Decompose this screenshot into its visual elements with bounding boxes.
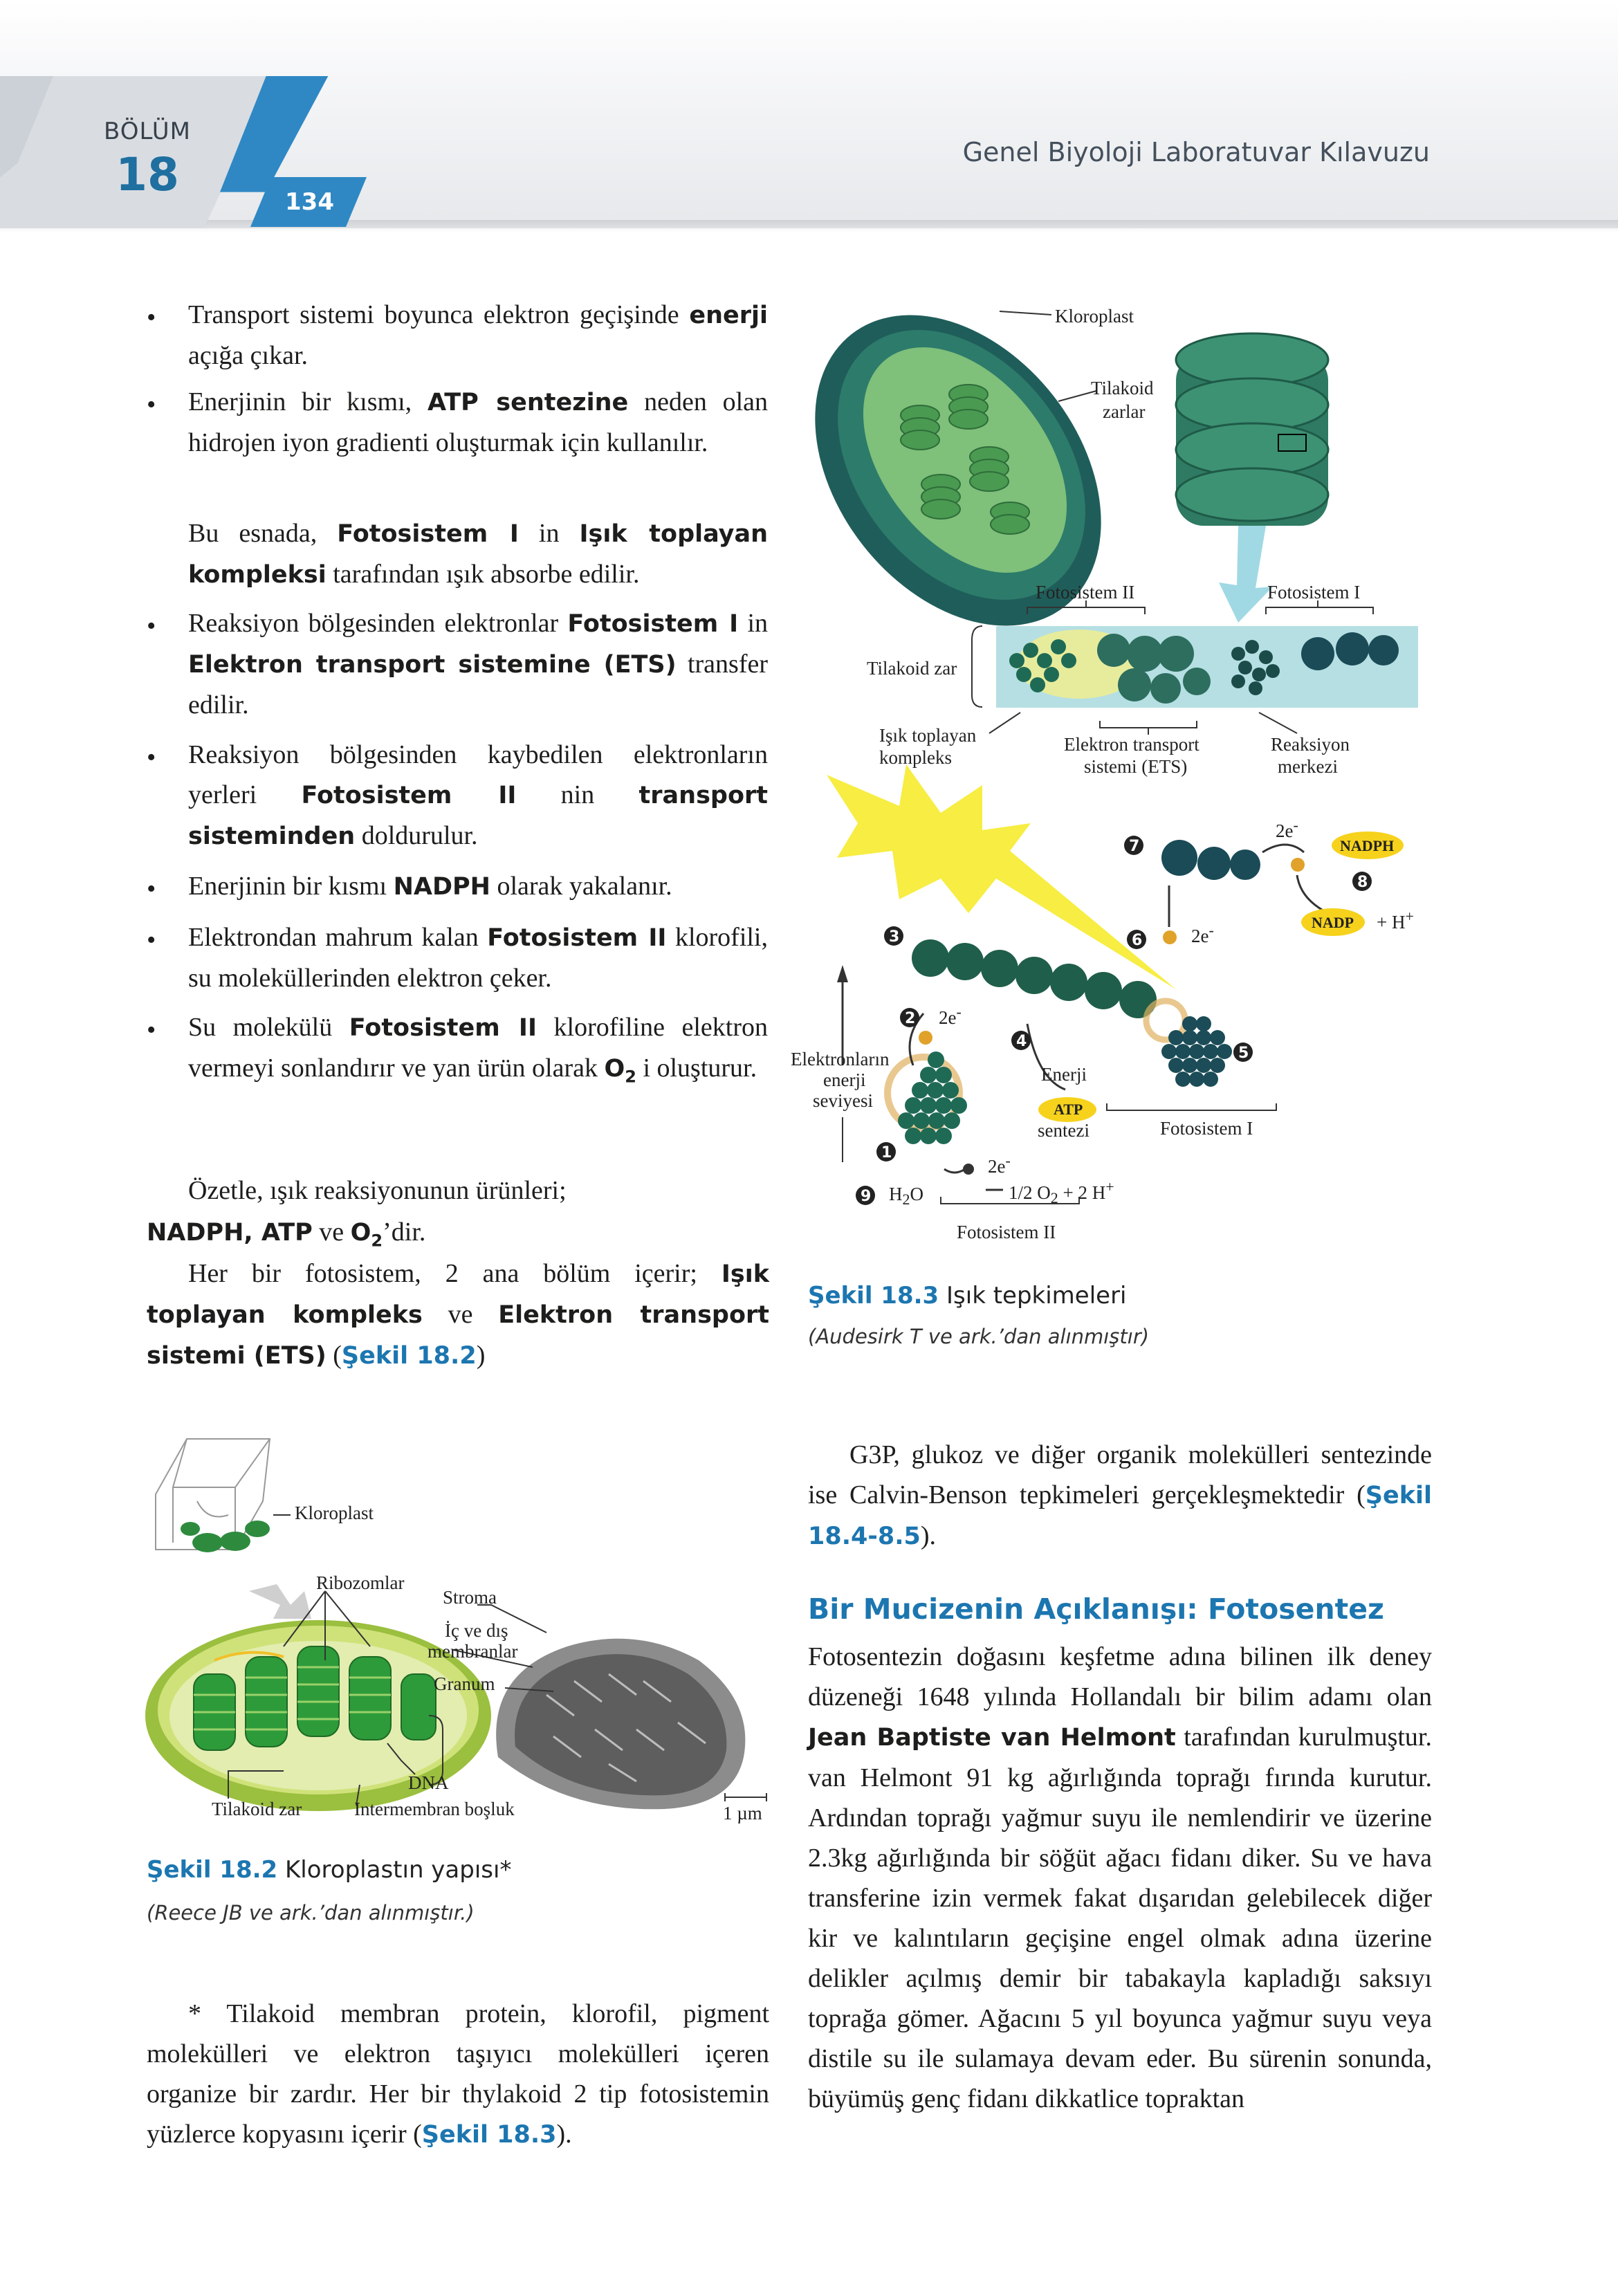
keyword: Fotosistem I — [337, 520, 519, 548]
label-intermembran: Intermembran boşluk — [354, 1799, 515, 1819]
figure-reference-link[interactable]: Şekil 18.4-8.5 — [808, 1482, 1432, 1550]
bullet-dot: • — [147, 926, 156, 955]
caption-text: Işık tepkimeleri — [946, 1282, 1127, 1310]
label-nadp: NADP — [1312, 914, 1354, 931]
keyword: ATP sentezine — [427, 389, 629, 416]
electron-micrograph — [496, 1639, 745, 1810]
label-kompleks: kompleks — [879, 747, 952, 768]
bullet-paragraph — [188, 603, 768, 725]
text: Özetle, ışık reaksiyonunun ürünleri; — [188, 1176, 567, 1205]
text: tarafından kurulmuştur. van Helmont 91 kg ağırlığında toprağı fırında kurutur. Ardından toprağı yağmur suyu ile nemlendirir ve üzerine 2.3kg ağırlığında bir söğüt ağacı fidanı diker. Su ve hava transferine izin vermek fakat dışarıdan gelebilecek diğer kir ve kalıntıların geçişine engel olmak adına üzerine delikler açılmış demir bir tabakayla kapladığı saksıyı toprağa gömer. Ağacını 5 yıl boyunca yağmur suyu veya distile su ile sulamaya devam eder. Bu sürenin sonunda, büyümüş genç fidanı dikkatlice topraktan — [808, 1723, 1432, 2113]
keyword: Jean Baptiste van Helmont — [808, 1724, 1176, 1752]
text: ve — [312, 1218, 351, 1247]
figure-18-3-source: (Audesirk T ve ark.’dan alınmıştır) — [808, 1325, 1150, 1348]
text: doldurulur. — [355, 821, 478, 850]
svg-text:5: 5 — [1238, 1045, 1249, 1062]
svg-text:8: 8 — [1357, 874, 1368, 891]
label-2e: 2e- — [1191, 921, 1214, 946]
electron-dot — [963, 1164, 974, 1175]
label-ic-dis: İç ve dış — [445, 1620, 508, 1641]
subscript: 2 — [625, 1067, 636, 1087]
svg-text:4: 4 — [1016, 1033, 1027, 1050]
label-fotosistem-ii: Fotosistem II — [1036, 582, 1135, 603]
label-zarlar: zarlar — [1103, 401, 1146, 422]
thylakoid-membrane-strip — [996, 626, 1418, 708]
text: ’dir. — [383, 1218, 426, 1247]
text: klorofiline elektron vermeyi sonlandırır ve yan ürün olarak — [188, 1013, 768, 1083]
bullet-paragraph — [188, 295, 768, 376]
label-granum: Granum — [434, 1673, 495, 1694]
text: * Tilakoid membran protein, klorofil, pigment molekülleri ve elektron taşıyıcı molekülleri içeren organize bir zardır. Her bir thylakoid 2 tip fotosistemin yüzlerce kopyasını içerir ( — [147, 1999, 769, 2149]
text: Enerjinin bir kısmı — [188, 872, 394, 901]
label-scale-bar: 1 µm — [723, 1803, 762, 1824]
summary-line — [188, 1170, 768, 1211]
bullet-paragraph — [188, 1007, 768, 1097]
caption-text: Kloroplastın yapısı* — [285, 1856, 512, 1884]
keyword: Fotosistem II — [301, 782, 517, 809]
paragraph — [188, 513, 768, 595]
keyword: Işık toplayan kompleks — [147, 1260, 769, 1329]
text: açığa çıkar. — [188, 341, 309, 370]
svg-text:1: 1 — [881, 1144, 892, 1161]
summary-paragraph — [147, 1253, 769, 1376]
page-number: 134 — [285, 188, 334, 216]
label-stroma: Stroma — [443, 1587, 497, 1608]
text: G3P, glukoz ve diğer organik molekülleri sentezinde ise Calvin-Benson tepkimeleri gerçekleşmektedir ( — [808, 1440, 1432, 1509]
keyword: Fotosistem I — [567, 610, 739, 638]
text: ). — [920, 1521, 937, 1550]
keyword: Fotosistem II — [349, 1014, 537, 1042]
figure-reference-link[interactable]: Şekil 18.3 — [421, 2121, 557, 2149]
keyword: O — [604, 1055, 625, 1083]
svg-text:2: 2 — [905, 1010, 916, 1027]
label-2e: 2e- — [988, 1152, 1011, 1177]
label-tilakoid: Tilakoid — [1091, 378, 1154, 398]
book-title: Genel Biyoloji Laboratuvar Kılavuzu — [962, 137, 1430, 167]
label-sistemi-ets: sistemi (ETS) — [1084, 756, 1188, 777]
chloroplast-illustration — [782, 291, 1160, 681]
label-enerji: enerji — [823, 1069, 866, 1090]
label-elektron-transport: Elektron transport — [1064, 734, 1199, 755]
figure-18-2-chloroplast-structure — [138, 1425, 775, 1840]
keyword: transport sisteminden — [188, 782, 768, 850]
bullet-dot: • — [147, 743, 156, 772]
text: Su molekülü — [188, 1013, 349, 1042]
label-2e: 2e- — [1276, 816, 1298, 841]
svg-text:7: 7 — [1129, 838, 1140, 855]
svg-text:3: 3 — [889, 928, 900, 946]
keyword: O — [350, 1219, 371, 1247]
caption-number: Şekil 18.3 — [808, 1282, 939, 1310]
text: Bu esnada, — [188, 519, 338, 548]
footnote-paragraph — [147, 1994, 769, 2155]
text: klorofili, su moleküllerinden elektron çeker. — [188, 923, 768, 993]
electron-dot — [1291, 858, 1305, 872]
keyword: NADPH, ATP — [147, 1219, 313, 1247]
text: transfer edilir. — [188, 650, 768, 719]
bullet-dot: • — [147, 390, 156, 419]
label-enerji-arrow: Enerji — [1041, 1064, 1087, 1085]
bullet-paragraph — [188, 917, 768, 998]
label-h-plus: + H+ — [1377, 908, 1414, 933]
keyword: Fotosistem II — [487, 924, 667, 952]
helmont-paragraph — [808, 1637, 1432, 2119]
text: neden olan hidrojen iyon gradienti oluşturmak için kullanılır. — [188, 387, 769, 457]
caption-number: Şekil 18.2 — [147, 1856, 278, 1884]
text: Elektrondan mahrum kalan — [188, 923, 488, 952]
figure-reference-link[interactable]: Şekil 18.2 — [341, 1342, 477, 1370]
granum-stack-illustration — [1176, 333, 1328, 623]
text: nin — [516, 780, 639, 809]
bullet-dot: • — [147, 612, 156, 641]
bullet-paragraph — [188, 866, 768, 907]
zoom-arrow — [249, 1584, 311, 1619]
label-membranlar: membranlar — [428, 1641, 518, 1662]
svg-text:6: 6 — [1132, 932, 1143, 949]
text: Her bir fotosistem, 2 ana bölüm içerir; — [188, 1259, 721, 1288]
text: in — [738, 609, 768, 638]
text: in — [518, 519, 580, 548]
text: ve — [422, 1300, 499, 1329]
label-kloroplast: Kloroplast — [295, 1503, 374, 1523]
bullet-dot: • — [147, 874, 156, 903]
electron-dot — [919, 1031, 932, 1045]
chapter-label: BÖLÜM — [104, 118, 191, 145]
electron-dot — [1163, 930, 1177, 944]
label-elektronlarin: Elektronların — [791, 1049, 890, 1069]
cell-chloroplasts — [181, 1521, 270, 1552]
label-sentezi: sentezi — [1038, 1120, 1090, 1141]
label-kloroplast: Kloroplast — [1055, 306, 1134, 327]
figure-18-3-caption — [808, 1282, 1127, 1310]
text: Fotosentezin doğasını keşfetme adına bilinen ilk deney düzeneği 1648 yılında Hollandalı bir bilim adamı olan — [808, 1642, 1432, 1711]
svg-text:9: 9 — [861, 1188, 872, 1205]
label-h2o: $H_2O$ — [889, 1184, 923, 1208]
text: ). — [556, 2120, 572, 2149]
chapter-number: 18 — [116, 148, 179, 201]
photosystem-ii-cluster — [888, 1051, 967, 1144]
photosystem-i-cluster — [1146, 1001, 1232, 1087]
ferredoxin-chain — [1161, 840, 1260, 880]
keyword: Elektron transport sistemi (ETS) — [147, 1301, 769, 1370]
text: ) — [476, 1341, 486, 1370]
text: i oluşturur. — [636, 1054, 757, 1083]
text: Reaksiyon bölgesinden elektronlar — [188, 609, 568, 638]
label-dna: DNA — [408, 1772, 449, 1793]
label-ribozomlar: Ribozomlar — [316, 1572, 405, 1593]
keyword: enerji — [689, 302, 768, 329]
bullet-paragraph — [188, 382, 768, 463]
figure-18-3-light-reactions — [782, 291, 1473, 1273]
text: Reaksiyon bölgesinden kaybedilen elektronların yerleri — [188, 740, 768, 809]
text: ( — [326, 1341, 342, 1370]
bullet-dot: • — [147, 1016, 156, 1045]
label-seviyesi: seviyesi — [813, 1090, 873, 1111]
keyword: Işık toplayan kompleksi — [188, 520, 769, 589]
step-markers — [856, 836, 1372, 1205]
label-isik-toplayan: Işık toplayan — [879, 725, 977, 746]
text: tarafından ışık absorbe edilir. — [326, 560, 640, 589]
label-fotosistem-ii-bottom: Fotosistem II — [957, 1222, 1056, 1242]
text: Transport sistemi boyunca elektron geçişinde — [188, 300, 690, 329]
keyword: NADPH — [393, 873, 490, 901]
bullet-dot: • — [147, 303, 156, 332]
figure-18-2-source: (Reece JB ve ark.’dan alınmıştır.) — [147, 1901, 475, 1925]
bullet-paragraph — [188, 735, 768, 856]
calvin-paragraph — [808, 1435, 1432, 1556]
label-merkezi: merkezi — [1278, 756, 1338, 777]
text: olarak yakalanır. — [490, 872, 672, 901]
label-fotosistem-i-bottom: Fotosistem I — [1160, 1118, 1253, 1139]
label-nadph: NADPH — [1340, 837, 1395, 854]
section-heading: Bir Mucizenin Açıklanışı: Fotosentez — [808, 1592, 1384, 1626]
label-fotosistem-i: Fotosistem I — [1267, 582, 1361, 603]
figure-18-2-caption — [147, 1856, 511, 1884]
label-2e: 2e- — [939, 1003, 962, 1028]
label-atp: ATP — [1054, 1101, 1083, 1118]
subscript: 2 — [371, 1231, 383, 1251]
label-half-o2: 1/2 $O_2 + 2$ H+ — [1009, 1178, 1114, 1206]
label-tilakoid-zar: Tilakoid zar — [212, 1799, 302, 1819]
keyword: Elektron transport sistemine (ETS) — [188, 651, 677, 679]
text: Enerjinin bir kısmı, — [188, 387, 428, 416]
label-reaksiyon: Reaksiyon — [1271, 734, 1350, 755]
label-tilakoid-zar: Tilakoid zar — [867, 658, 957, 679]
